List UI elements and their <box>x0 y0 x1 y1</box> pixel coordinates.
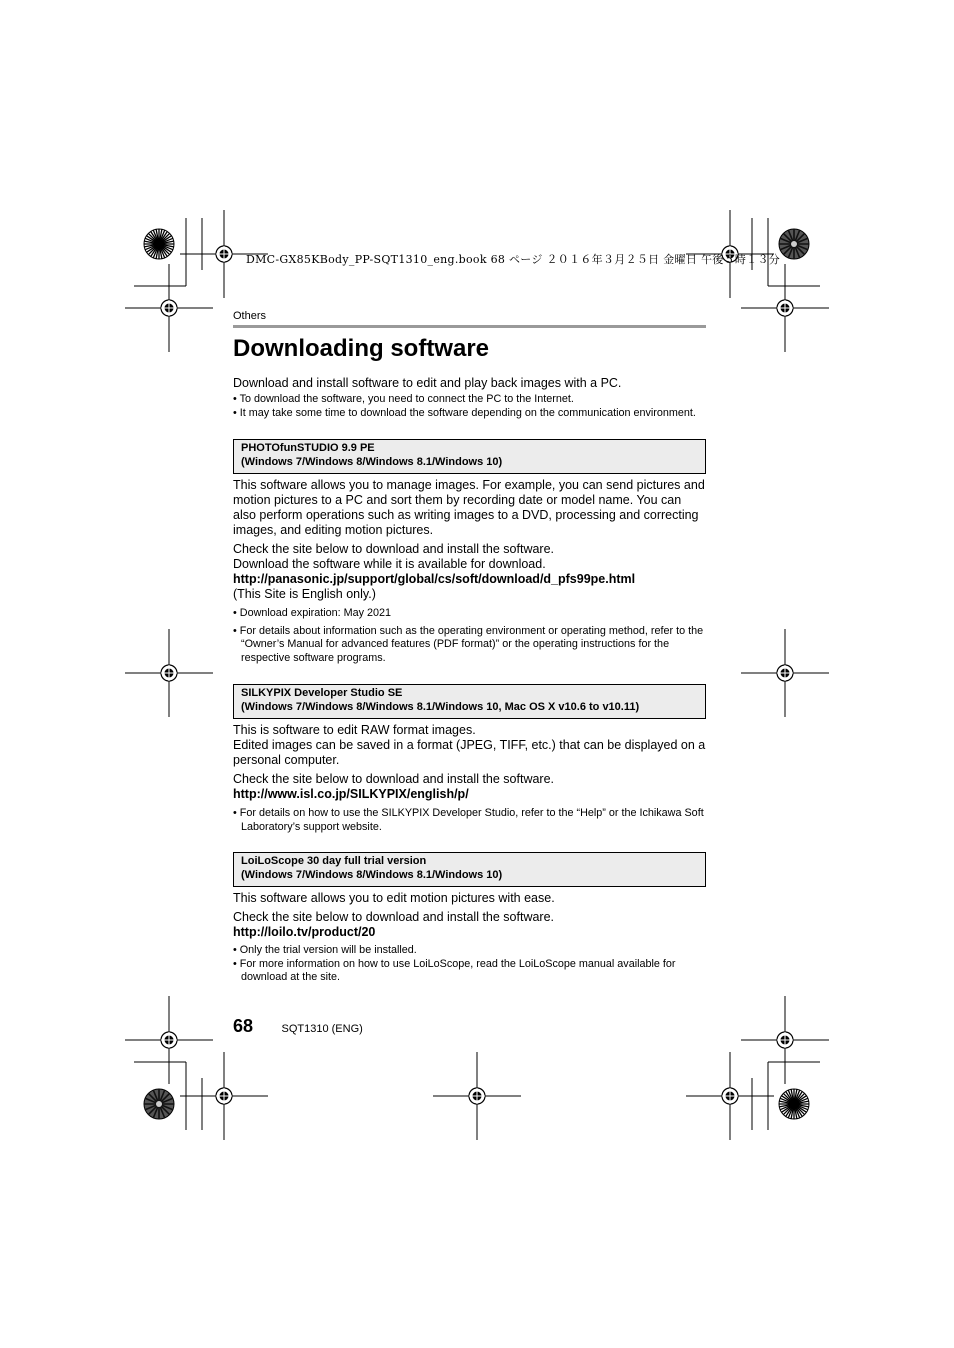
note-item: • For details about information such as the operating environment or operating method, refer to the “Owner’s Manual for advanced features (PDF format)” or the operating instructions for the respective software programs. <box>233 624 704 664</box>
note-item: • Download expiration: May 2021 <box>233 607 392 619</box>
registration-cross-icon <box>180 1052 268 1140</box>
document-code: SQT1310 (ENG) <box>281 1023 363 1035</box>
note-item: • Only the trial version will be installed. <box>233 944 417 956</box>
registration-cross-icon <box>125 996 213 1084</box>
section-notes <box>233 607 706 665</box>
check-site-text: Check the site below to download and install the software. <box>233 542 555 556</box>
registration-cross-icon <box>741 996 829 1084</box>
note-item: • To download the software, you need to connect the PC to the Internet. <box>233 393 574 405</box>
registration-cross-icon <box>686 1052 774 1140</box>
note-item: • For details on how to use the SILKYPIX Developer Studio, refer to the “Help” or the Ichikawa Soft Laboratory’s support website. <box>233 807 704 833</box>
section-label: Others <box>233 310 267 322</box>
page-number: 68 <box>233 1016 254 1036</box>
registration-cross-icon <box>741 264 829 352</box>
software-box-photofunstudio <box>233 439 706 474</box>
note-item: • It may take some time to download the software depending on the communication environment. <box>233 406 696 419</box>
section-rule <box>233 325 706 328</box>
download-link[interactable]: http://loilo.tv/product/20 <box>233 925 376 939</box>
box-subtitle: (Windows 7/Windows 8/Windows 8.1/Windows 10) <box>241 868 503 881</box>
box-subtitle: (Windows 7/Windows 8/Windows 8.1/Windows 10) <box>241 455 503 468</box>
software-description: This software allows you to manage images. For example, you can send pictures and motion pictures to a PC and sort them by recording date or model name. You can also perform operations such as writing images to a DVD, processing and correcting images, and editing motion pictures. <box>233 478 705 537</box>
registration-cross-icon <box>125 264 213 352</box>
site-language-note: (This Site is English only.) <box>233 587 376 601</box>
registration-cross-icon <box>125 629 213 717</box>
check-site-text: Check the site below to download and install the software. <box>233 910 555 924</box>
box-subtitle: (Windows 7/Windows 8/Windows 8.1/Windows 10, Mac OS X v10.6 to v10.11) <box>241 700 640 713</box>
box-title: LoiLoScope 30 day full trial version <box>241 855 427 867</box>
software-box-loiloscope <box>233 852 706 887</box>
page-footer <box>233 1016 363 1037</box>
registration-star-icon <box>144 1089 174 1119</box>
software-description: Edited images can be saved in a format (JPEG, TIFF, etc.) that can be displayed on a personal computer. <box>233 738 706 767</box>
download-link[interactable]: http://www.isl.co.jp/SILKYPIX/english/p/ <box>233 787 469 801</box>
section-notes <box>233 944 706 985</box>
print-header: DMC-GX85KBody_PP-SQT1310_eng.book 68 ページ ２０１６年３月２５日 金曜日 午後５時１３分 <box>246 253 781 266</box>
intro-notes <box>233 393 706 420</box>
download-link[interactable]: http://panasonic.jp/support/global/cs/soft/download/d_pfs99pe.html <box>233 572 636 586</box>
check-site-text: Check the site below to download and install the software. <box>233 772 555 786</box>
box-title: PHOTOfunSTUDIO 9.9 PE <box>241 442 375 454</box>
download-while-text: Download the software while it is available for download. <box>233 557 546 571</box>
section-notes <box>233 807 706 834</box>
page-content <box>233 309 706 985</box>
box-title: SILKYPIX Developer Studio SE <box>241 687 403 699</box>
registration-cross-icon <box>741 629 829 717</box>
software-description: This is software to edit RAW format images. <box>233 723 476 737</box>
software-description: This software allows you to edit motion pictures with ease. <box>233 891 555 905</box>
intro-text: Download and install software to edit and play back images with a PC. <box>233 376 622 390</box>
software-box-silkypix <box>233 684 706 719</box>
registration-cross-icon <box>433 1052 521 1140</box>
page-title: Downloading software <box>233 335 490 362</box>
registration-star-icon <box>144 229 174 259</box>
note-item: • For more information on how to use LoiLoScope, read the LoiLoScope manual available for download at the site. <box>233 957 676 983</box>
registration-star-icon <box>779 1089 809 1119</box>
